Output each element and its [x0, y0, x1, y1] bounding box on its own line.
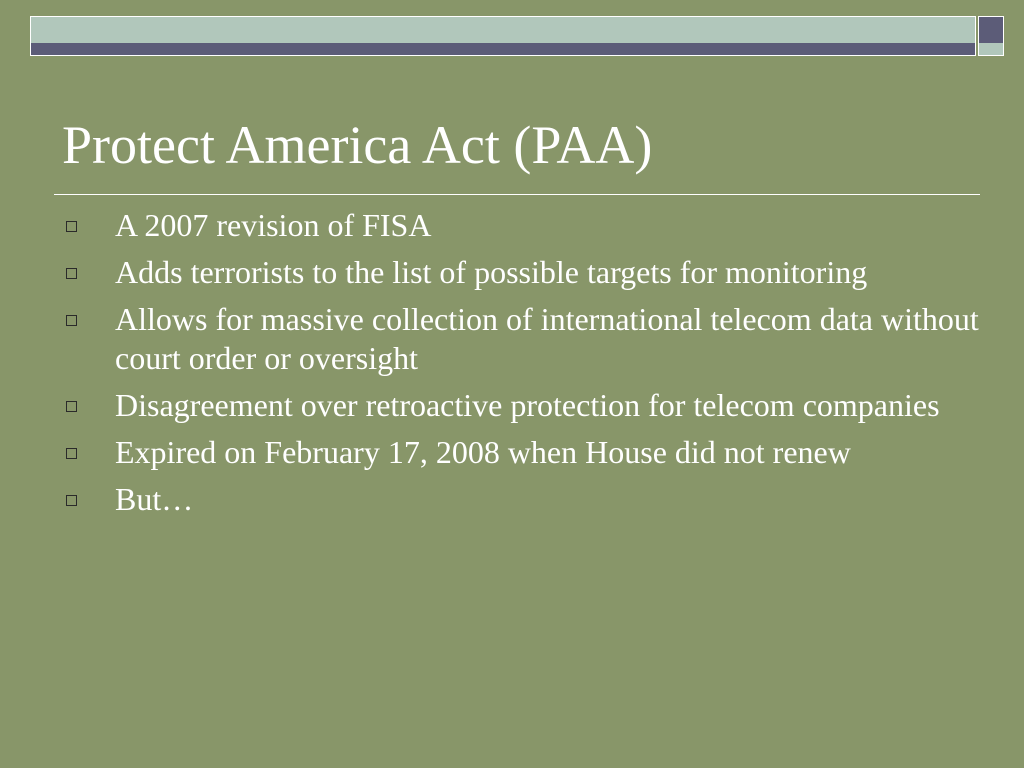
bullet-text: Adds terrorists to the list of possible targets for monitoring [115, 254, 868, 290]
bullet-text: A 2007 revision of FISA [115, 207, 432, 243]
bullet-item [60, 300, 980, 378]
hollow-square-icon [66, 221, 77, 232]
bullet-text: Disagreement over retroactive protection for telecom companies [115, 387, 940, 423]
hollow-square-icon [66, 315, 77, 326]
hollow-square-icon [66, 401, 77, 412]
bullet-item [60, 480, 980, 519]
header-corner-square [979, 17, 1003, 43]
header-decoration-bar [30, 16, 976, 56]
bullet-text: Allows for massive collection of international telecom data without court order or oversight [115, 301, 979, 376]
hollow-square-icon [66, 495, 77, 506]
bullet-text: But… [115, 481, 194, 517]
bullet-item [60, 386, 980, 425]
header-light-band [31, 17, 975, 43]
bullet-list [60, 206, 980, 527]
bullet-item [60, 433, 980, 472]
hollow-square-icon [66, 268, 77, 279]
slide-title: Protect America Act (PAA) [62, 115, 653, 175]
header-corner-box [978, 16, 1004, 56]
bullet-item [60, 253, 980, 292]
title-divider [54, 194, 980, 195]
hollow-square-icon [66, 448, 77, 459]
bullet-item [60, 206, 980, 245]
bullet-text: Expired on February 17, 2008 when House did not renew [115, 434, 851, 470]
